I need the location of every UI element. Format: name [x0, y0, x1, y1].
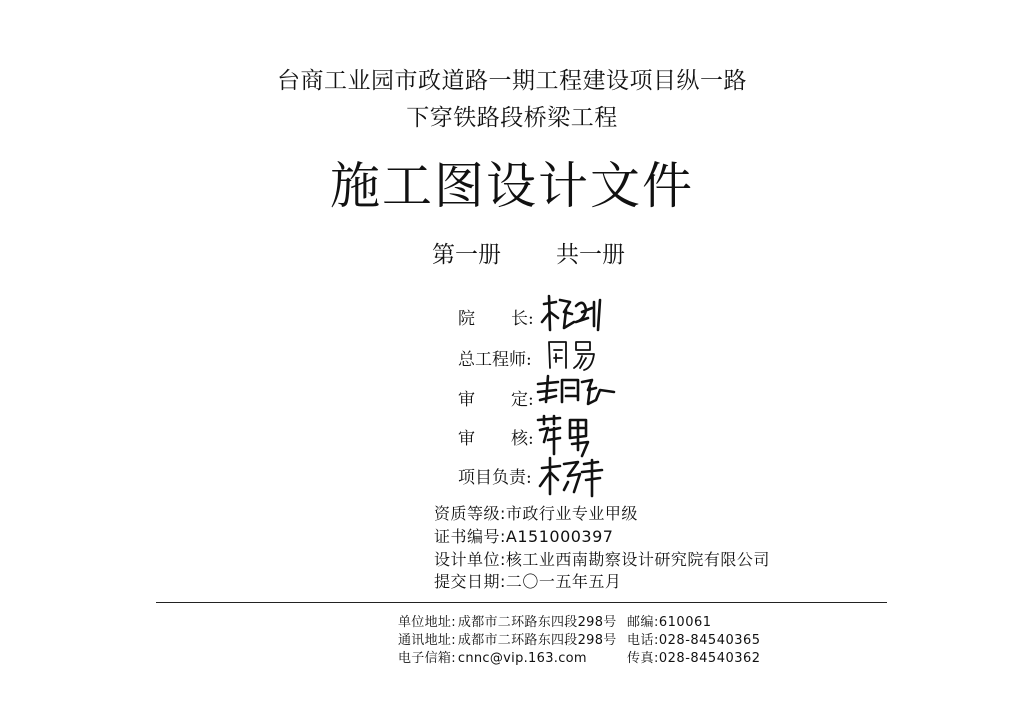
role-label-project-lead: 项目负责: — [458, 468, 532, 488]
qualification-label: 资质等级: — [434, 504, 506, 523]
project-title-line-2: 下穿铁路段桥梁工程 — [406, 105, 618, 131]
signature-project-lead — [538, 456, 606, 498]
footer-mail-address-row — [398, 629, 617, 648]
address-label: 单位地址: — [398, 615, 456, 630]
project-title-line-1: 台商工业园市政道路一期工程建设项目纵一路 — [277, 68, 747, 94]
submission-date-row — [434, 569, 621, 592]
role-label-president: 院 长: — [458, 309, 534, 329]
certificate-label: 证书编号: — [434, 527, 506, 546]
design-unit-label: 设计单位: — [434, 550, 506, 569]
address-value: 成都市二环路东四段298号 — [457, 615, 617, 630]
phone-label: 电话: — [627, 633, 659, 648]
certificate-row — [434, 524, 613, 547]
fax-label: 传真: — [627, 651, 659, 666]
volume-total: 共一册 — [556, 242, 625, 268]
mail-address-value: 成都市二环路东四段298号 — [457, 633, 617, 648]
signature-reviewer — [534, 414, 598, 458]
signature-approver — [534, 374, 616, 408]
footer-phone-row — [627, 629, 761, 648]
submission-date-label: 提交日期: — [434, 572, 506, 591]
qualification-row — [434, 501, 638, 524]
footer-address-row — [398, 611, 617, 630]
footer-divider — [156, 602, 887, 603]
email-value: cnnc@vip.163.com — [457, 651, 587, 666]
volume-current: 第一册 — [432, 242, 501, 268]
design-unit-value: 核工业西南勘察设计研究院有限公司 — [505, 550, 770, 569]
document-main-title: 施工图设计文件 — [330, 157, 694, 215]
role-label-reviewer: 审 核: — [458, 429, 534, 449]
design-unit-row — [434, 547, 770, 570]
postcode-label: 邮编: — [627, 615, 659, 630]
qualification-value: 市政行业专业甲级 — [505, 504, 638, 523]
postcode-value: 610061 — [658, 615, 712, 630]
email-label: 电子信箱: — [398, 651, 456, 666]
role-label-approver: 审 定: — [458, 390, 534, 410]
submission-date-value: 二〇一五年五月 — [505, 572, 622, 591]
role-label-chief-engineer: 总工程师: — [458, 350, 532, 370]
fax-value: 028-84540362 — [658, 651, 761, 666]
certificate-value: A151000397 — [505, 527, 614, 546]
footer-fax-row — [627, 647, 761, 666]
footer-email-row — [398, 647, 587, 666]
phone-value: 028-84540365 — [658, 633, 761, 648]
mail-address-label: 通讯地址: — [398, 633, 456, 648]
signature-president — [540, 292, 606, 336]
signature-chief-engineer — [546, 338, 598, 372]
footer-postcode-row — [627, 611, 712, 630]
